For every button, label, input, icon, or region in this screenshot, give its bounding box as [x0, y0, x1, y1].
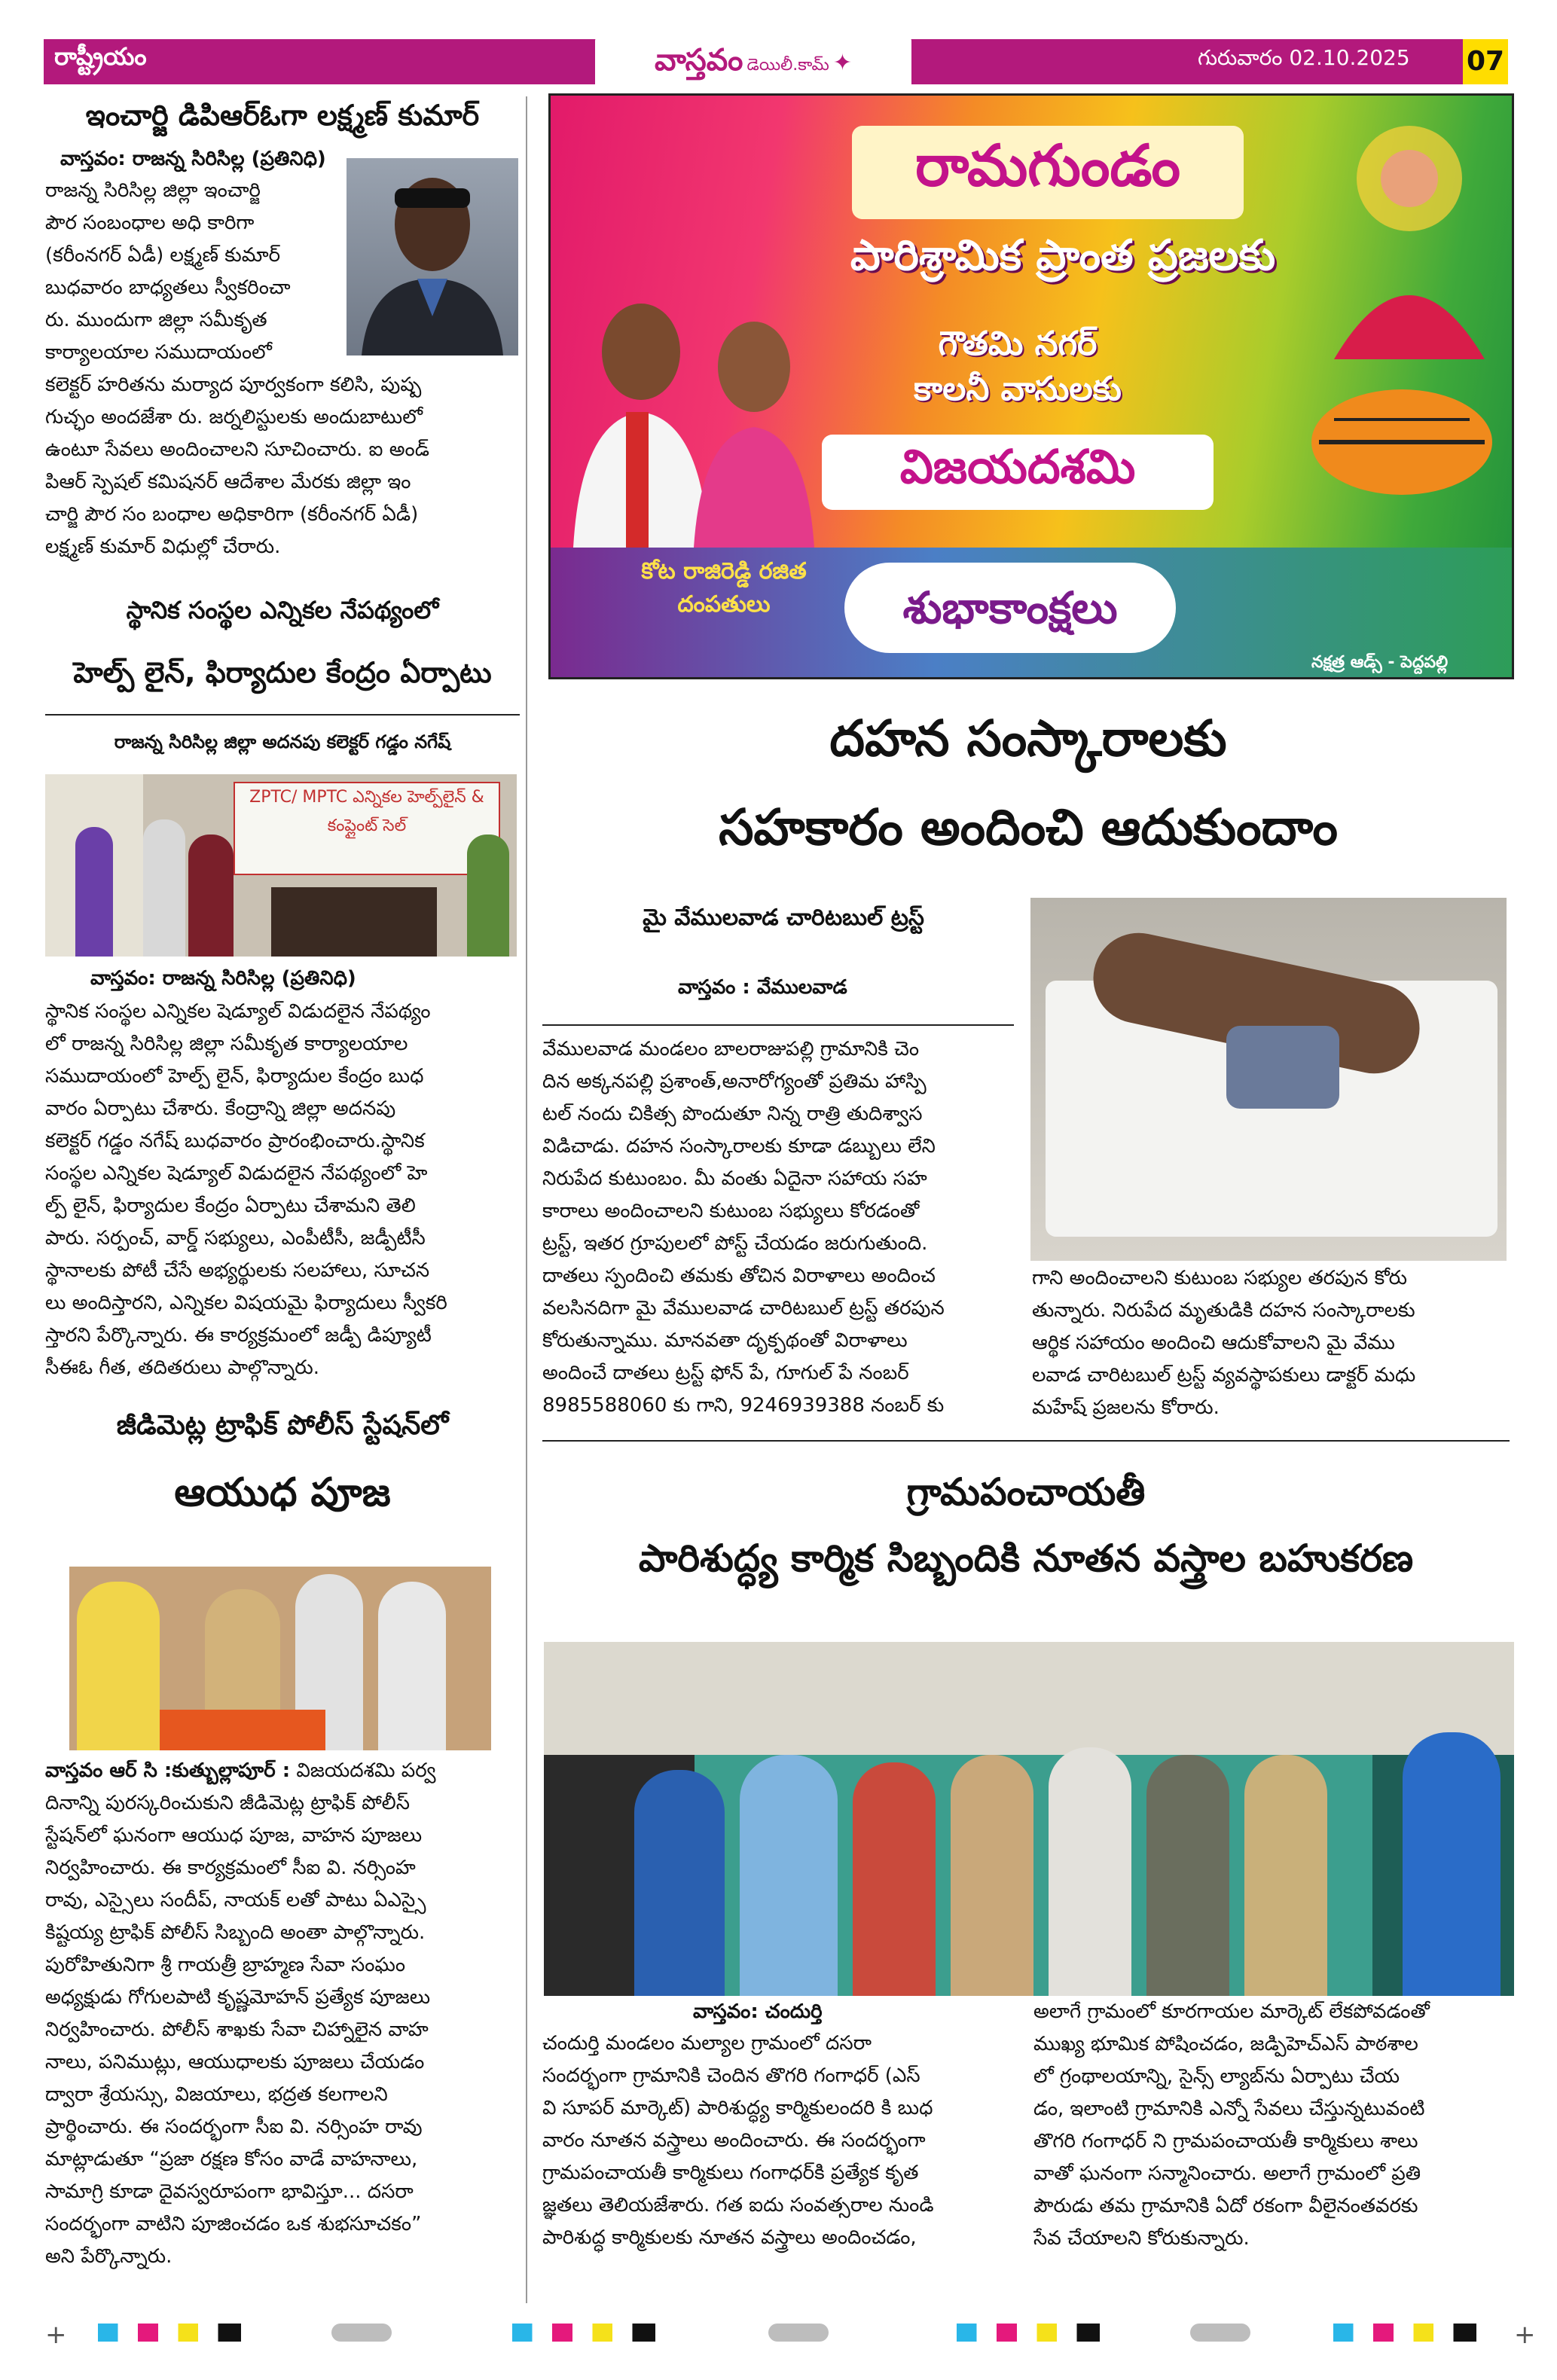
- text-line: రాజన్న సిరిసిల్ల జిల్లా ఇంచార్జి: [45, 179, 261, 202]
- story2-dateline: వాస్తవం: రాజన్న సిరిసిల్ల (ప్రతినిధి): [90, 967, 356, 990]
- text-line: లక్ష్మణ్ కుమార్ విధుల్లో చేరారు.: [45, 536, 281, 558]
- person: [740, 1755, 838, 1996]
- text-line: పౌరుడు తమ గ్రామానికి ఏదో రకంగా వీలైనంతవరకు: [1033, 2195, 1418, 2217]
- text-line: లో రాజన్న సిరిసిల్ల జిల్లా సమీకృత కార్యాలయాల: [45, 1033, 408, 1055]
- story3-headline: ఆయుధ పూజ: [174, 1470, 391, 1515]
- ad-subtitle: పారిశ్రామిక ప్రాంత ప్రజలకు: [850, 231, 1276, 280]
- text-line: వాతో ఘనంగా సన్మానించారు. అలాగే గ్రామంలో ప్రతి: [1033, 2162, 1421, 2185]
- ad-colony: [837, 322, 1198, 412]
- page-number: 07: [1463, 39, 1508, 84]
- registration-mark: +: [1514, 2320, 1536, 2350]
- banner-text: ZPTC/ MPTC ఎన్నికల హెల్ప్‌లైన్ & కంప్లైంట్ సెల్: [249, 788, 484, 835]
- text-line: విజయదశమి పర్వ: [296, 1759, 436, 1782]
- text-line: సామాగ్రి కూడా దైవస్వరూపంగా భావిస్తూ... దసరా: [45, 2180, 414, 2203]
- text-line: అధ్యక్షుడు గోగులపాటి కృష్ణమోహన్ ప్రత్యేక పూజలు: [45, 1986, 431, 2009]
- story5-kicker: గ్రామపంచాయతీ: [906, 1470, 1146, 1514]
- text-line: సంస్థల ఎన్నికల షెడ్యూల్ విడుదలైన నేపథ్యంలో హె: [45, 1162, 428, 1185]
- desk: [271, 887, 437, 957]
- text-line: పౌర సంబంధాల అధి కారిగా: [45, 212, 255, 234]
- text-line: కోరుతున్నాము. మానవతా దృక్పథంతో విరాళాలు: [542, 1329, 908, 1352]
- text-line: దిన అక్కనపల్లి ప్రశాంత్,అనారోగ్యంతో ప్రతిమ హాస్పి: [542, 1070, 927, 1093]
- issue-date: గురువారం 02.10.2025: [1198, 45, 1410, 70]
- text-line: దాతలు స్పందించి తమకు తోచిన విరాళాలు అందించ: [542, 1265, 936, 1287]
- text-line: (కరీంనగర్ ఏడీ) లక్ష్మణ్ కుమార్: [45, 244, 281, 267]
- text-line: పారిశుద్ధ కార్మికులకు నూతన వస్త్రాలు అందించడం,: [542, 2226, 917, 2249]
- text-line: అలాగే గ్రామంలో కూరగాయల మార్కెట్ లేకపోవడంతో: [1033, 2000, 1430, 2023]
- goddess-durga-tiger-illustration: [1304, 111, 1500, 532]
- grey-pill: [331, 2324, 392, 2342]
- text-line: గ్రామపంచాయతీ కార్మికులు గంగాధర్‌కి ప్రత్యేక కృత: [542, 2162, 919, 2184]
- building-wall: [544, 1642, 1514, 1755]
- text-line: వేములవాడ మండలం బాలరాజుపల్లి గ్రామానికి చెం: [542, 1038, 920, 1060]
- story4-byline: మై వేములవాడ చారిటబుల్ ట్రస్ట్: [643, 905, 924, 931]
- ad-colony-line: గౌతమి నగర్: [938, 325, 1098, 363]
- text-line: చార్జి పౌర సం బంధాల అధికారిగా (కరీంనగర్ ఏడీ): [45, 503, 419, 526]
- text-line: స్థానాలకు పోటీ చేసే అభ్యర్థులకు సలహాలు, సూచన: [45, 1259, 430, 1282]
- text-line: కలెక్టర్ హరితను మర్యాద పూర్వకంగా కలిసి, పుష్ప: [45, 374, 422, 396]
- story4-dateline: వాస్తవం : వేములవాడ: [678, 976, 847, 999]
- text-line: వారం ఏర్పాటు చేశారు. కేంద్రాన్ని జిల్లా అదనపు: [45, 1097, 396, 1120]
- ad-sponsor-names: [596, 555, 852, 621]
- text-line: దినాన్ని పురస్కరించుకుని జీడిమెట్ల ట్రాఫిక్ పోలీస్: [45, 1792, 410, 1814]
- bird-icon: ✦: [832, 50, 853, 76]
- story4-body-right: [1032, 1262, 1507, 1424]
- text-line: రావు, ఎస్సైలు సందీప్, నాయక్ లతో పాటు ఏఎస్సై: [45, 1889, 426, 1912]
- story3-photo: [69, 1567, 491, 1750]
- masthead-sub: డెయిలీ.కామ్: [746, 56, 829, 75]
- text-line: ముఖ్య భూమిక పోషించడం, జడ్పిహెచ్‌ఎస్ పాఠశాల: [1033, 2033, 1418, 2055]
- text-line: ప్రార్థించారు. ఈ సందర్భంగా సీఐ వి. నర్సింహ రావు: [45, 2116, 423, 2138]
- story1-narrow-text: [45, 175, 339, 369]
- text-line: విడిచాడు. దహన సంస్కారాలకు కూడా డబ్బులు లేని: [542, 1135, 936, 1158]
- text-line: నిరుపేద కుటుంబం. మీ వంతు ఏదైనా సహాయ సహ: [542, 1167, 927, 1190]
- text-line: మహేష్ ప్రజలను కోరారు.: [1032, 1396, 1220, 1419]
- text-line: కలెక్టర్ గడ్డం నగేష్ బుధవారం ప్రారంభించారు.స్థానిక: [45, 1130, 425, 1152]
- text-line: 8985588060 కు గాని, 9246939388 నంబర్ కు: [542, 1394, 945, 1417]
- ad-colony-line: కాలనీ వాసులకు: [914, 370, 1122, 408]
- story4-headline-line1: దహన సంస్కారాలకు: [829, 709, 1227, 767]
- ad-credit: నక్షత్ర ఆడ్స్ - పెద్దపల్లి: [1311, 653, 1449, 672]
- puja-items: [160, 1710, 325, 1750]
- text-line: డం, ఇలాంటి గ్రామానికి ఎన్నో సేవలు చేస్తున్నటువంటి: [1033, 2098, 1425, 2120]
- text-line: పిఆర్ స్పెషల్ కమిషనర్ ఆదేశాల మేరకు జిల్లా ఇం: [45, 471, 411, 493]
- text-line: ఆర్థిక సహాయం అందించి ఆదుకోవాలని మై వేము: [1032, 1332, 1395, 1354]
- person: [143, 819, 185, 957]
- person: [467, 835, 509, 957]
- grey-pill: [1190, 2324, 1250, 2342]
- story3-dateline: వాస్తవం ఆర్ సి :కుత్బుల్లాపూర్ :: [45, 1759, 291, 1782]
- text-line: టల్ నందు చికిత్స పొందుతూ నిన్న రాత్రి తుదిశ్వాస: [542, 1103, 923, 1125]
- text-line: ఉంటూ సేవలు అందించాలని సూచించారు. ఐ అండ్: [45, 438, 429, 461]
- person: [951, 1755, 1033, 1996]
- person: [634, 1770, 725, 1996]
- ad-title: రామగుండం: [852, 126, 1244, 219]
- text-line: సందర్భంగా వాటిని పూజించడం ఒక శుభసూచకం”: [45, 2213, 422, 2235]
- text-line: స్థానిక సంస్థల ఎన్నికల షెడ్యూల్ విడుదలైన నేపథ్యం: [45, 1000, 431, 1023]
- ad-greeting: శుభాకాంక్షలు: [844, 563, 1176, 653]
- ad-festival-name: విజయదశమి: [822, 435, 1214, 510]
- text-line: కార్యాలయాల సముదాయంలో: [45, 341, 272, 364]
- text-line: బుధవారం బాధ్యతలు స్వీకరించా: [45, 276, 291, 299]
- story1-portrait-photo: [347, 158, 518, 355]
- story2-headline: హెల్ప్ లైన్, ఫిర్యాదుల కేంద్రం ఏర్పాటు: [73, 656, 492, 689]
- priest: [77, 1582, 160, 1750]
- text-line: రు. ముందుగా జిల్లా సమీకృత: [45, 309, 267, 331]
- divider: [542, 1024, 1014, 1026]
- person: [188, 835, 234, 957]
- couple-photo: [566, 269, 822, 548]
- help-desk-banner: [234, 782, 500, 875]
- person: [1244, 1755, 1327, 1996]
- person: [1049, 1747, 1131, 1996]
- text-line: లవాడ చారిటబుల్ ట్రస్ట్ వ్యవస్థాపకులు డాక్టర్ మధు: [1032, 1364, 1416, 1387]
- text-line: నిర్వహించారు. ఈ కార్యక్రమంలో సీఐ వి. నర్సింహ: [45, 1857, 416, 1879]
- registration-mark: +: [45, 2320, 67, 2350]
- story2-photo: [45, 774, 517, 957]
- story5-dateline: వాస్తవం: చందుర్తి: [693, 2000, 823, 2023]
- masthead-title: వాస్తవం: [654, 43, 743, 78]
- story4-hospital-photo: [1030, 898, 1507, 1261]
- text-line: సీఈఓ గీత, తదితరులు పాల్గొన్నారు.: [45, 1356, 319, 1379]
- color-bar: [957, 2324, 1100, 2342]
- text-line: ట్రస్ట్, ఇతర గ్రూపులలో పోస్ట్ చేయడం జరుగుతుంది.: [542, 1232, 928, 1255]
- text-line: స్టేషన్‌లో ఘనంగా ఆయుధ పూజ, వాహన పూజలు: [45, 1824, 423, 1847]
- story5-headline: పారిశుద్ధ్య కార్మిక సిబ్బందికి నూతన వస్త్రాల బహుకరణ: [638, 1536, 1414, 1580]
- text-line: ల్ప్ లైన్, ఫిర్యాదుల కేంద్రం ఏర్పాటు చేశామని తెలి: [45, 1195, 416, 1217]
- story1-wide-text: [45, 369, 520, 563]
- text-line: నాలు, పనిముట్లు, ఆయుధాలకు పూజలు చేయడం: [45, 2051, 425, 2073]
- story3-body: [45, 1755, 520, 2273]
- text-line: జ్ఞతలు తెలియజేశారు. గత ఐదు సంవత్సరాల నుండి: [542, 2194, 934, 2217]
- story5-group-photo: [544, 1642, 1514, 1996]
- patient-lungi: [1226, 1026, 1339, 1109]
- text-line: కారాలు అందించాలని కుటుంబ సభ్యులు కోరడంతో: [542, 1200, 920, 1222]
- story4-headline-line2: సహకారం అందించి ఆదుకుందాం: [719, 798, 1338, 856]
- ad-sponsor-line: దంపతులు: [677, 591, 771, 618]
- color-bar: [1333, 2324, 1476, 2342]
- text-line: లో గ్రంథాలయాన్ని, సైన్స్ ల్యాబ్‌ను ఏర్పాటు చేయ: [1033, 2065, 1400, 2088]
- section-label: రాష్ట్రీయం: [54, 42, 147, 71]
- text-line: ద్వారా శ్రేయస్సు, విజయాలు, భద్రత కలగాలని: [45, 2083, 388, 2106]
- text-line: తొగరి గంగాధర్ ని గ్రామపంచాయతీ కార్మికులు శాలు: [1033, 2130, 1418, 2153]
- story2-subhead: రాజన్న సిరిసిల్ల జిల్లా అదనపు కలెక్టర్ గడ్డం నగేష్: [114, 731, 451, 752]
- text-line: చందుర్తి మండలం మల్యాల గ్రామంలో దసరా: [542, 2032, 872, 2055]
- color-bar: [98, 2324, 241, 2342]
- text-line: సముదాయంలో హెల్ప్ లైన్, ఫిర్యాదుల కేంద్రం బుధ: [45, 1065, 424, 1088]
- story3-kicker: జీడిమెట్ల ట్రాఫిక్ పోలీస్ స్టేషన్‌లో: [116, 1410, 449, 1441]
- officer: [378, 1582, 446, 1750]
- couple-portrait-icon: [566, 269, 822, 548]
- text-line: అని పేర్కొన్నారు.: [45, 2245, 172, 2268]
- story1-dateline: వాస్తవం: రాజన్న సిరిసిల్ల (ప్రతినిధి): [60, 148, 326, 170]
- divider: [542, 1440, 1510, 1442]
- story5-body-left: [542, 2028, 1009, 2254]
- festival-advertisement: [548, 93, 1514, 679]
- text-line: సేవ చేయాలని కోరుకున్నారు.: [1033, 2227, 1250, 2250]
- text-line: గాని అందించాలని కుటుంబ సభ్యుల తరపున కోరు: [1032, 1267, 1408, 1289]
- column-divider: [526, 96, 527, 2303]
- text-line: పురోహితునిగా శ్రీ గాయత్రీ బ్రాహ్మణ సేవా సంఘం: [45, 1954, 406, 1976]
- text-line: పారు. సర్పంచ్, వార్డ్ సభ్యులు, ఎంపీటీసీ, జడ్పీటీసీ: [45, 1227, 426, 1250]
- masthead: [595, 38, 911, 87]
- text-line: నిర్వహించారు. పోలీస్ శాఖకు సేవా చిహ్నాలైన వాహ: [45, 2018, 429, 2041]
- text-line: వలసినదిగా మై వేములవాడ చారిటబుల్ ట్రస్ట్ తరపున: [542, 1297, 945, 1320]
- text-line: కిష్టయ్య ట్రాఫిక్ పోలీస్ సిబ్బంది అంతా పాల్గొన్నారు.: [45, 1921, 426, 1944]
- person: [1146, 1755, 1229, 1996]
- story1-headline: ఇంచార్జి డిపిఆర్ఓగా లక్ష్మణ్ కుమార్: [85, 99, 480, 132]
- text-line: లు అందిస్తారని, ఎన్నికల విషయమై ఫిర్యాదులు స్వీకరి: [45, 1292, 447, 1314]
- person: [1403, 1732, 1501, 1996]
- text-line: మాట్లాడుతూ “ప్రజా రక్షణ కోసం వాడే వాహనాలు,: [45, 2148, 418, 2171]
- person: [853, 1762, 936, 1996]
- grey-pill: [768, 2324, 829, 2342]
- text-line: వారం నూతన వస్త్రాలు అందించారు. ఈ సందర్భంగా: [542, 2129, 926, 2152]
- divider: [45, 714, 520, 716]
- story4-body-left: [542, 1033, 1017, 1422]
- text-line: తున్నారు. నిరుపేద మృతుడికి దహన సంస్కారాలకు: [1032, 1299, 1415, 1322]
- story2-kicker: స్థానిక సంస్థల ఎన్నికల నేపథ్యంలో: [126, 596, 439, 624]
- color-bar: [512, 2324, 655, 2342]
- ad-sponsor-line: కోట రాజిరెడ్డి రజిత: [641, 558, 807, 584]
- durga-icon: [1304, 111, 1500, 532]
- person-portrait-icon: [347, 158, 518, 355]
- text-line: సందర్భంగా గ్రామానికి చెందిన తొగరి గంగాధర్ (ఎస్: [542, 2064, 920, 2087]
- text-line: గుచ్ఛం అందజేశా రు. జర్నలిస్టులకు అందుబాటులో: [45, 406, 423, 429]
- text-line: స్తారని పేర్కొన్నారు. ఈ కార్యక్రమంలో జడ్పీ డిప్యూటీ: [45, 1324, 432, 1347]
- person: [75, 827, 113, 957]
- story5-body-right: [1033, 1996, 1508, 2255]
- text-line: వి సూపర్ మార్కెట్) పారిశుద్ధ్య కార్మికులందరి కి బుధ: [542, 2097, 933, 2119]
- text-line: అందించే దాతలు ట్రస్ట్ ఫోన్ పే, గూగుల్ పే నంబర్: [542, 1362, 909, 1384]
- story2-body: [45, 996, 520, 1384]
